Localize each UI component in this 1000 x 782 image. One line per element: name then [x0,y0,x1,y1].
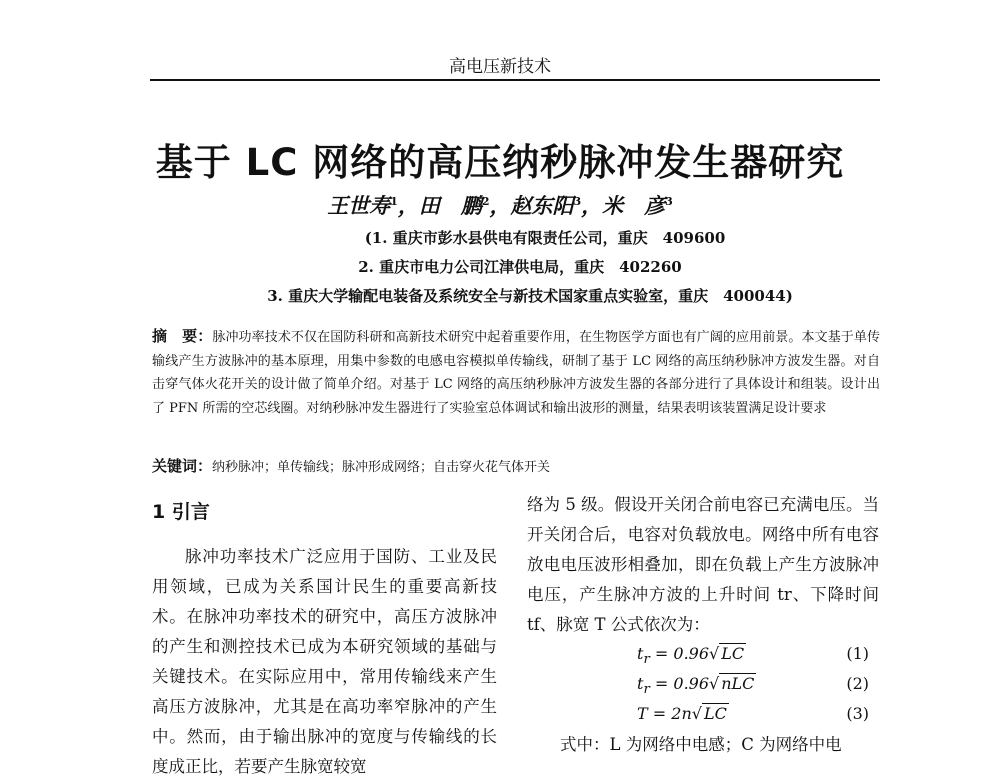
equation-1 [527,640,879,670]
author-separator: ， [397,193,419,218]
equation-expression: $t_r = 0.96√$ LC [637,644,745,668]
equation-number: (1) [846,644,869,663]
author: 田 鹏 [418,193,482,218]
affiliation-3: 3. 重庆大学输配电装备及系统安全与新技术国家重点实验室，重庆 400044) [267,287,793,305]
author-affiliation-mark: 1 [390,195,398,208]
equation-number: (2) [846,674,869,693]
abstract-text: 脉冲功率技术不仅在国防科研和高新技术研究中起着重要作用，在生物医学方面也有广阔的应用前景。本文基于单传输线产生方波脉冲的基本原理，用集中参数的电感电容模拟单传输线，研制了基于 LC 网络的高压纳秒脉冲方波发生器。对自击穿气体火花开关的设计做了简单介绍。对基于 LC 网络的高压纳秒脉冲方波发生器的各部分进行了具体设计和组装。设计出了 PFN 所需的空芯线圈。对纳秒脉冲发生器进行了实验室总体调试和输出波形的测量，结果表明该装置满足设计要求 [152,330,880,416]
body-paragraph: 式中：L 为网络中电感；C 为网络中电 [560,735,842,754]
body-paragraph: 络为 5 级。假设开关闭合前电容已充满电压。当开关闭合后，电容对负载放电。网络中所有电容放电电压波形相叠加，即在负载上产生方波脉冲电压，产生脉冲方波的上升时间 tr、下降时间 tf、脉宽 T 公式依次为： [527,495,879,634]
author-affiliation-mark: 3 [573,195,582,208]
keywords-label: 关键词： [152,457,213,475]
right-column [527,490,879,760]
author: 赵东阳 [510,193,574,218]
author-list [0,190,1000,220]
author: 米 彦 [602,193,666,218]
keywords [152,455,880,476]
equation-3 [527,700,879,730]
equation-2 [527,670,879,700]
equation-expression: T = 2n√ LC [637,704,727,723]
paper-title: 基于 LC 网络的高压纳秒脉冲发生器研究 [155,141,845,184]
affiliation-2: 2. 重庆市电力公司江津供电局，重庆 402260 [358,258,682,276]
section-heading: 1 引言 [152,501,210,523]
author: 王世寿 [327,193,391,218]
left-column [152,497,497,782]
author-separator: ， [489,193,511,218]
equation-expression: $t_r = 0.96√$ nLC [637,674,755,698]
author-separator: ， [581,193,603,218]
author-affiliation-mark: 3 [665,195,673,208]
body-paragraph: 脉冲功率技术广泛应用于国防、工业及民用领域，已成为关系国计民生的重要高新技术。在脉冲功率技术的研究中，高压方波脉冲的产生和测控技术已成为本研究领域的基础与关键技术。在实际应用中，常用传输线来产生高压方波脉冲，尤其是在高功率窄脉冲的产生中。然而，由于输出脉冲的宽度与传输线的长度成正比，若要产生脉宽较宽 [152,547,497,776]
equation-number: (3) [846,704,869,723]
running-header: 高电压新技术 [449,57,551,77]
affiliation-1: (1. 重庆市彭水县供电有限责任公司，重庆 409600 [364,229,726,247]
author-affiliation-mark: 2 [481,195,490,208]
keywords-text: 纳秒脉冲；单传输线；脉冲形成网络；自击穿火花气体开关 [212,460,551,475]
header-rule [150,79,880,81]
abstract-label: 摘 要： [152,327,213,345]
abstract [152,325,880,420]
